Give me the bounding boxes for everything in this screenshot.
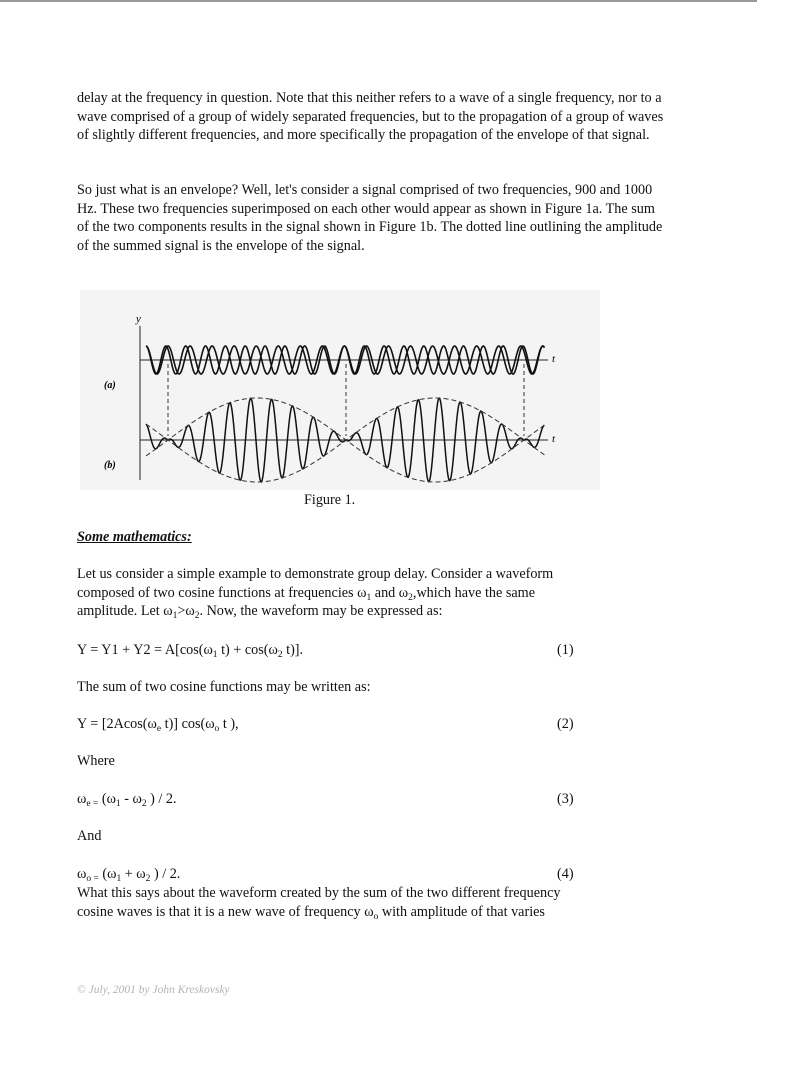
equation-1-number: (1)	[557, 642, 574, 658]
equation-2	[77, 716, 239, 733]
eq4-sub1: o =	[86, 874, 99, 884]
equation-3-number: (3)	[557, 791, 574, 807]
where-text: Where	[77, 753, 115, 769]
equation-4-number: (4)	[557, 866, 574, 882]
eq2-part-a: Y = [2Acos(ω	[77, 716, 157, 732]
eq2-part-c: t ),	[219, 716, 239, 732]
sub-2b: 2	[194, 611, 200, 622]
p3-line2b: and ω	[371, 584, 409, 601]
eq4-part-a: ω	[77, 866, 87, 882]
eq3-sub1: e =	[86, 799, 99, 809]
eq4-sub3: 2	[145, 874, 151, 884]
eq4-part-b: (ω	[98, 866, 117, 882]
panel-b-label: (b)	[104, 460, 116, 471]
paragraph-group-delay: delay at the frequency in question. Note that this neither refers to a wave of a single frequency, nor to a wave comprised of a group of widely separated frequencies, but to the propagation of a group of waves of slightly different frequencies, and more specifically the propagation of the envelope of that signal.	[77, 90, 664, 144]
and-text: And	[77, 828, 102, 844]
eq2-sub2: o	[214, 724, 220, 734]
sub-2: 2	[408, 592, 413, 603]
eq2-part-b: t)] cos(ω	[161, 716, 215, 732]
eq4-part-d: ) / 2.	[150, 866, 181, 882]
t-axis-label-b: t	[552, 433, 556, 445]
eq4-part-c: + ω	[121, 866, 146, 882]
eq3-sub2: 1	[115, 799, 121, 809]
eq1-part-a: Y = Y1 + Y2 = A[cos(ω	[77, 642, 213, 658]
eq4-sub2: 1	[116, 874, 122, 884]
eq2-sub1: e	[156, 724, 162, 734]
eq1-part-c: t)].	[282, 642, 304, 658]
section-heading: Some mathematics:	[77, 529, 192, 545]
equation-2-number: (2)	[557, 716, 574, 732]
figure-1-waveforms	[80, 290, 600, 490]
copyright-notice: © July, 2001 by John Kreskovsky	[77, 984, 230, 996]
p3-line3b: >ω	[177, 603, 195, 620]
eq3-part-c: - ω	[120, 791, 142, 807]
eq1-part-b: t) + cos(ω	[217, 642, 278, 658]
equation-1	[77, 642, 303, 659]
sub-1: 1	[366, 592, 372, 603]
p4-sub: o	[373, 911, 379, 922]
eq3-part-b: (ω	[98, 791, 116, 807]
paragraph-envelope: So just what is an envelope? Well, let's consider a signal comprised of two frequencies, 900 and 1000 Hz. These two frequencies superimposed on each other would appear as shown in Figure 1a. The sum of the two components results in the signal shown in Figure 1b. The dotted line outlining the amplitude of the summed signal is the envelope of the signal.	[77, 182, 663, 254]
p3-line2c: ,which have the same	[412, 584, 536, 601]
eq1-sub1: 1	[212, 650, 218, 660]
p3-line2a: composed of two cosine functions at frequencies ω	[77, 584, 367, 601]
figure-caption: Figure 1.	[304, 492, 356, 508]
t-axis-label-a: t	[552, 353, 556, 365]
p3-line3c: . Now, the waveform may be expressed as:	[199, 603, 443, 620]
equation-3	[77, 791, 177, 808]
p4-line2b: with amplitude of that varies	[378, 903, 545, 920]
sub-1b: 1	[172, 611, 178, 622]
panel-a-label: (a)	[104, 380, 116, 391]
eq3-part-d: ) / 2.	[146, 791, 177, 807]
eq3-part-a: ω	[77, 791, 87, 807]
eq1-sub2: 2	[277, 650, 283, 660]
paragraph-example	[77, 565, 667, 621]
y-axis-label: y	[136, 313, 141, 325]
p4-line1: What this says about the waveform created by the sum of the two different frequency	[77, 885, 561, 901]
p4-line2a: cosine waves is that it is a new wave of frequency ω	[77, 903, 374, 920]
top-rule	[0, 0, 757, 2]
sum-text: The sum of two cosine functions may be written as:	[77, 679, 371, 695]
p3-line1: Let us consider a simple example to demonstrate group delay. Consider a waveform	[77, 566, 554, 582]
paragraph-conclusion	[77, 884, 667, 921]
eq3-sub3: 2	[141, 799, 147, 809]
equation-4	[77, 866, 180, 883]
p3-line3a: amplitude. Let ω	[77, 603, 173, 620]
